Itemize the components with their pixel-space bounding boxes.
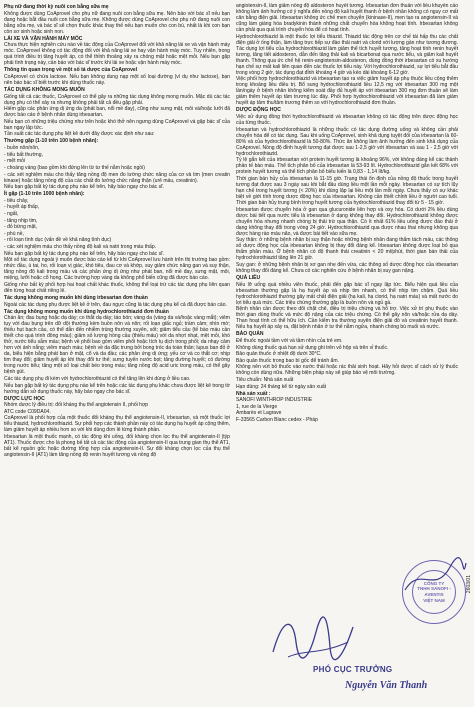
paragraph: CoAprovel có chứa lactose. Nếu bạn không dung nạp một số loại đường (ví dụ như lactose), bạn nên báo bác sĩ biết trước khi dùng thuốc này.	[4, 73, 230, 86]
paragraph: Nếu bạn gặp bất kỳ tác dụng phụ nào kể trên, hãy báo ngay cho bác sĩ.	[4, 184, 164, 191]
signature-name: Nguyễn Văn Thanh	[345, 680, 428, 691]
paragraph: Tần suất các tác dụng phụ liệt kê dưới đây được xác định như sau:	[4, 131, 155, 138]
stamp-top: CÔNG TY	[423, 580, 445, 586]
paragraph: - các xét nghiệm máu cho thấy nồng độ kali và natri trong máu thấp.	[4, 244, 157, 251]
paragraph: Không dùng thuốc quá hạn sử dụng ghi trên vỏ hộp và trên vỉ thuốc.	[236, 344, 389, 351]
signature-title: PHÓ CỤC TRƯỞNG	[313, 665, 393, 674]
section-heading: Ít gặp (1-10 trên 1000 bệnh nhân):	[4, 191, 85, 198]
paragraph: CoAprovel là phối hợp của một thuốc đối kháng thụ thể angiotensin-II, irbesartan, và một thuốc lợi tiểu thiazid, hydrochlorothiazid. Sự phối hợp các thành phần này có tác dụng hạ huyết áp cộng thêm, làm giảm huyết áp nhiều hơn so với khi dùng đơn lẻ từng thành phần.	[4, 415, 230, 434]
paragraph: Nếu lỡ uống quá nhiều viên thuốc, phải đến gặp bác sĩ ngay lập tức. Biểu hiện quá liều của irbesartan thường gặp là hạ huyết áp và nhịp tim nhanh, có thể nhịp tim chậm. Quá liều hydrochlorothiazid thường gây mất chất điện giải (hạ kali, hạ clorid, hạ natri máu) và mất nước do lợi tiểu quá mức. Các triệu chứng thường gặp là buồn nôn và ngủ gà.	[236, 281, 458, 306]
section-heading: LÁI XE VÀ VẬN HÀNH MÁY MÓC	[4, 35, 83, 42]
left-column	[4, 3, 230, 703]
paragraph: - đỏ bừng mặt,	[4, 224, 38, 231]
paragraph: Giống tất cả các thuốc, CoAprovel có thể gây ra những tác dụng không mong muốn. Mặc dù các tác dụng phụ có thể xảy ra nhưng không phải tất cả đều gặp phải.	[4, 93, 230, 106]
section-heading: Phụ nữ đang thời kỳ nuôi con bằng sữa mẹ	[4, 4, 109, 10]
paragraph: Bảo quản thuốc ở nhiệt độ dưới 30°C.	[236, 351, 322, 358]
paragraph: - ngất,	[4, 211, 19, 217]
section-heading: DƯỢC ĐỘNG HỌC	[236, 107, 281, 114]
section-heading: TÁC DỤNG KHÔNG MONG MUỐN	[4, 86, 85, 93]
paragraph: Các tác dụng phụ đi kèm với hydrochlorothiazid có thể tăng lên khi dùng ở liều cao.	[4, 375, 191, 382]
paragraph: Hạn dùng: 24 tháng kể từ ngày sản xuất	[236, 383, 327, 390]
paragraph: - mệt mỏi	[4, 158, 26, 165]
paragraph: ATC code C09DA04.	[4, 408, 51, 415]
paragraph: - tiểu bất thường,	[4, 151, 43, 158]
paragraph: - huyết áp thấp,	[4, 204, 40, 211]
paragraph: - choáng váng (bao gồm khi đứng lên từ tư thế nằm hoặc ngồi)	[4, 164, 145, 171]
paragraph: Tỷ lệ gắn kết của irbesartan với protein huyết tương là khoảng 96%, với không đáng kể các thành phần tế bào máu. Thể tích phân bố của irbesartan là 53-93 lít. Hydrochlorothiazid gắn kết 68% với protein huyết tương và thể tích phân bố biểu kiến là 0,83 - 1,14 lít/kg.	[236, 157, 458, 176]
side-code: 2603/01	[466, 575, 472, 594]
paragraph: Suy thận: ở những bệnh nhân bị suy thận hoặc những bệnh nhân đang thẩm tách máu, các thông số dược động học của irbesartan không bị thay đổi đáng kể. Irbesartan không được loại bỏ qua thẩm phân máu. Ở bệnh nhân có độ thanh thải creatinin < 20 ml/phút, thời gian bán thải của hydrochlorothiazid tăng lên 21 giờ.	[236, 237, 458, 262]
paragraph: Irbesartan và hydrochlorothiazid là những thuốc có tác dụng đường uống và không cần phải chuyển hóa để có tác dụng. Sau khi uống CoAprovel, sinh khả dụng tuyệt đối của irbesartan là 60-80% và của hydrochlorothiazid là 50-80%. Thức ăn không làm ảnh hưởng đến sinh khả dụng của CoAprovel. Nồng độ đỉnh huyết tương đạt được sau 1-2,5 giờ với irbesartan và sau 1 - 2,5 giờ với hydrochlorothiazid.	[236, 126, 458, 157]
paragraph: 1, rue de la Vierge	[236, 403, 278, 410]
paragraph: Bảo quản thuốc trong bao bì gốc để tránh ẩm.	[236, 357, 339, 364]
paragraph: Nếu bạn gặp bất kỳ tác dụng phụ nào kể trên, hãy báo ngay cho bác sĩ.	[4, 250, 164, 257]
section-heading: Nhà sản xuất :	[236, 390, 271, 397]
paragraph: Chưa thực hiện nghiên cứu nào về tác động của CoAprovel đối với khả năng lái xe và vận hành máy móc. CoAprovel không có tác động đối với khả năng lái xe hay vận hành máy móc. Tuy nhiên, trong quá trình điều trị tăng huyết áp, có thể thỉnh thoảng xảy ra chóng mặt hoặc mệt mỏi. Nếu bạn gặp phải tình trạng này, cần báo với bác sĩ trước khi lái xe hoặc vận hành máy móc.	[4, 42, 230, 67]
paragraph: Chán ăn; đau bụng hoặc dạ dày; co thắt dạ dày; táo bón; vàng da (vàng da và/hoặc vàng mắt); viêm tụy với đau bụng trên dữ dội thường kèm buồn nôn và nôn; rối loạn giấc ngủ; trầm cảm; nhìn mờ; thiếu hụt bạch cầu, có thể dẫn đến nhiễm trùng thường xuyên, sốt; giảm tiểu cầu (tế bào máu cần thiết cho quá trình đông máu); giảm số lượng hồng cầu (thiếu máu) với da nhợt nhạt, mệt mỏi, khó thở, nước tiểu sẫm màu; bệnh về phổi bao gồm viêm phổi hoặc tích tụ dịch trong phổi; da nhạy cảm hơn với ánh nắng; viêm mạch máu; bệnh về da đặc trưng bởi bong tróc da toàn thân; lupus ban đỏ ở da, biểu hiện bằng phát ban ở mặt, cổ và da đầu; các phản ứng dị ứng; yếu cơ và co thắt cơ; nhịp tim thay đổi; giảm huyết áp khi thay đổi tư thế; sưng tuyến nước bọt; tăng đường huyết; có đường trong nước tiểu; tăng một số loại chất béo trong máu; tăng nồng độ acid uric trong máu, có thể gây bệnh gút.	[4, 315, 230, 376]
paragraph: SANOFI WINTHROP INDUSTRIE	[236, 397, 313, 404]
stamp-bottom: VIỆT NAM	[423, 597, 445, 603]
paragraph: Bệnh nhân cần được theo dõi chặt chẽ, điều trị triệu chứng và hỗ trợ. Việc xử trí phụ thuộc vào thời gian dùng thuốc và mức độ nặng của các triệu chứng. Có thể gây nôn và/hoặc rửa dạ dày. Than hoạt tính có thể hữu ích. Cần kiểm tra thường xuyên điện giải đồ và creatinin huyết thanh. Nếu hạ huyết áp xảy ra, đặt bệnh nhân ở tư thế nằm ngửa, nhanh chóng bù muối và nước.	[236, 306, 458, 331]
paragraph: Hiếm gặp các phản ứng dị ứng da (phát ban, nổi mề đay), cũng như sưng mặt, môi và/hoặc lưỡi đã được báo cáo ở bệnh nhân dùng irbesartan.	[4, 106, 230, 119]
paragraph: Suy gan: ở những bệnh nhân bị xơ gan nhẹ đến vừa, các thông số dược động học của irbesartan không thay đổi đáng kể. Chưa có các nghiên cứu ở bệnh nhân bị suy gan nặng.	[236, 262, 458, 275]
handwritten-signature-icon	[268, 612, 358, 667]
paragraph: Để thuốc ngoài tầm với và tầm nhìn của trẻ em.	[236, 337, 343, 344]
paragraph: Không được dùng CoAprovel cho phụ nữ đang nuôi con bằng sữa mẹ. Nên báo với bác sĩ nếu bạn đang hoặc bắt đầu nuôi con bằng sữa mẹ. Không được dùng CoAprovel cho phụ nữ đang nuôi con bằng sữa mẹ, và bác sĩ sẽ chọn thuốc khác thay thế nếu bạn muốn cho con bú, nhất là khi con bạn còn sơ sinh hoặc sinh non.	[4, 10, 230, 35]
paragraph: Việc sử dụng đồng thời hydrochlorothiazid và irbesartan không có tác động trên dược động học của từng thuốc.	[236, 114, 458, 127]
stamp-signature-icon	[400, 555, 470, 605]
paragraph: - tiêu chảy,	[4, 197, 29, 204]
section-heading: Tác dụng không mong muốn khi dùng irbesartan đơn thuần	[4, 294, 148, 301]
paragraph: Irbesartan là một thuốc mạnh, có tác động khi uống, đối kháng chọn lọc thụ thể angiotensin-II (týp AT1). Thuốc được cho là phong bế tất cả các tác động của angiotensin-II qua trung gian thụ thể AT1, bất kể nguồn gốc hoặc đường tổng hợp của angiotensin-II. Sự đối kháng chọn lọc của thụ thể angiotensin-II (AT1) làm tăng nồng độ renin huyết tương và nồng độ	[4, 434, 230, 459]
paragraph: - phù nề,	[4, 230, 24, 237]
paragraph: F-33565 Carbon Blanc cedex - Pháp	[236, 417, 318, 424]
paragraph: - các xét nghiệm máu cho thấy tăng nồng độ men đo lường chức năng của cơ và tim (men creatin kinase) hoặc tăng nồng độ của các chất đo lường chức năng thận (urê máu, creatinin).	[4, 171, 230, 184]
paragraph: - buồn nôn/nôn,	[4, 145, 40, 152]
paragraph: Hydrochlorothiazid là một thuốc lợi tiểu thiazid. Thiazid tác động trên cơ chế tái hấp thu các chất điện giải ở ống thận, làm tăng trực tiếp sự đào thải natri và clorid với lượng gần như tương đương. Tác dụng lợi tiểu của hydrochlorothiazid làm giảm thể tích huyết tương, tăng hoạt tính renin huyết tương, tăng tiết aldosteron, dẫn đến tăng thải kali và bicarbonat qua nước tiểu, và giảm kali huyết thanh. Thông qua ức chế hệ renin-angiotensin-aldosteron, dùng đồng thời irbesartan có xu hướng hạn chế sự mất kali liên quan đến các thuốc lợi tiểu này. Với hydrochlorothiazid, sự lợi tiểu bắt đầu trong vòng 2 giờ, tác dụng đạt đỉnh khoảng 4 giờ và kéo dài khoảng 6-12 giờ.	[236, 33, 458, 76]
paragraph: Không nên vứt bỏ thuốc vào nước thải hoặc rác thải sinh hoạt. Hãy hỏi dược sĩ cách xử lý thuốc không còn dùng nữa. Những biện pháp này sẽ giúp bảo vệ môi trường.	[236, 364, 458, 377]
section-heading: QUÁ LIỀU	[236, 275, 261, 282]
stamp-mid: TNHH SANOFI - AVENTIS	[417, 586, 451, 597]
paragraph: Irbesartan được chuyển hóa ở gan qua glucuronide liên hợp và oxy hóa. Có dưới 2% liều dùng được bài tiết qua nước tiểu là irbesartan ở dạng không thay đổi. Hydrochlorothiazid không được chuyển hóa nhưng nhanh chóng bị thải trừ qua thận. Có ít nhất 61% liều uống được đào thải ở dạng không thay đổi trong vòng 24 giờ. Hydrochlorothiazid qua được nhau thai nhưng không qua được hàng rào máu não, và được bài tiết vào sữa mẹ.	[236, 206, 458, 237]
paragraph: angiotensin-II, làm giảm nồng độ aldosteron huyết tương. Irbesartan đơn thuần với liều khuyến cáo không làm ảnh hưởng có ý nghĩa đến nồng độ kali huyết thanh ở bệnh nhân không có nguy cơ mất cân bằng điện giải. Irbesartan không ức chế men chuyển (kininase-II), men tạo ra angiotensin-II và cũng làm giáng hóa bradykinin thành những chất chuyển hóa không hoạt tính. Irbesartan không cần phải qua quá trình chuyển hóa để có hoạt tính.	[236, 3, 458, 34]
paragraph: Nếu bạn gặp bất kỳ tác dụng phụ nào kể trên hoặc các tác dụng phụ khác chưa được liệt kê trong tờ hướng dẫn sử dụng thuốc này, hãy báo ngay cho bác sĩ.	[4, 382, 230, 395]
section-heading: Thông tin quan trọng về một số tá dược của CoAprovel	[4, 67, 138, 74]
paragraph: Ngoài các tác dụng phụ được liệt kê ở trên, đau ngực cũng là tác dụng phụ kể cả đã được báo cáo.	[4, 301, 227, 308]
paragraph: Giống như bất kỳ phối hợp hai hoạt chất khác thuốc, không thể loại trừ các tác dụng phụ liên quan đến từng hoạt chất riêng lẻ.	[4, 281, 230, 294]
paragraph: Nếu bạn có những triệu chứng như trên hoặc khó thở nên ngưng dùng CoAprovel và gặp bác sĩ của bạn ngay lập tức.	[4, 118, 230, 131]
paragraph: Việc phối hợp hydrochlorothiazid và irbesartan tạo ra việc giảm huyết áp phụ thuộc liều cộng thêm trong khoảng liều điều trị. Bổ sung hydrochlorothiazid liều 12,5 mg với irbesartan 300 mg một lần/ngày ở bệnh nhân không kiểm soát đầy đủ huyết áp với irbesartan 300 mg đơn thuần sẽ làm giảm thêm huyết áp tâm trương lúc đáy. Phối hợp hydrochlorothiazid với irbesartan đã làm giảm huyết áp tâm thu/tâm trương thêm so với hydrochlorothiazid đơn thuần.	[236, 76, 458, 107]
paragraph: - rối loạn tình dục (vấn đề về khả năng tình dục)	[4, 237, 112, 244]
paragraph: Tiêu chuẩn: Nhà sản xuất	[236, 377, 294, 384]
section-heading: BẢO QUẢN	[236, 331, 264, 338]
section-heading: Thường gặp (1-10 trên 100 bệnh nhân):	[4, 138, 99, 145]
paragraph: Nhóm dược lý điều trị: đối kháng thụ thể angiotensin II, phối hợp	[4, 402, 149, 409]
paragraph: - tăng nhịp tim,	[4, 217, 38, 224]
section-heading: DƯỢC LỰC HỌC	[4, 395, 45, 402]
paragraph: Một số tác dụng ngoài ý muốn được báo cáo kể từ khi CoAprovel lưu hành trên thị trường bao gồm: nhức đầu, ù tai, ho, rối loạn vị giác, khó tiêu, đau cơ và khớp, suy giảm chức năng gan và suy thận, tăng nồng độ kali trong máu và các phản ứng dị ứng như phát ban, nổi mề đay, sưng mặt, môi, miệng, lưỡi hoặc cổ họng. Các trường hợp vàng da không phổ biến cũng đã được báo cáo.	[4, 257, 230, 282]
paragraph: Ambarès et Lagrave	[236, 410, 282, 417]
section-heading: Tác dụng không mong muốn khi dùng hydrochlorothiazid đơn thuần	[4, 308, 169, 315]
paragraph: Thời gian bán hủy của irbesartan là 11-15 giờ. Trạng thái ổn định của nồng độ thuốc trong huyết tương đạt được sau 3 ngày sau khi bắt đầu dùng liều một lần mỗi ngày. Irbesartan có sự tích lũy hạn chế trong huyết tương (< 20%) khi dùng lặp lại liều một lần mỗi ngày. Chưa thấy có sự khác biệt về giới tính trong dược động học của irbesartan. Không cần thiết chỉnh liều ở người cao tuổi. Thời gian bán hủy trung bình trong huyết tương của hydrochlorothiazid thay đổi từ 5 - 15 giờ.	[236, 176, 458, 207]
